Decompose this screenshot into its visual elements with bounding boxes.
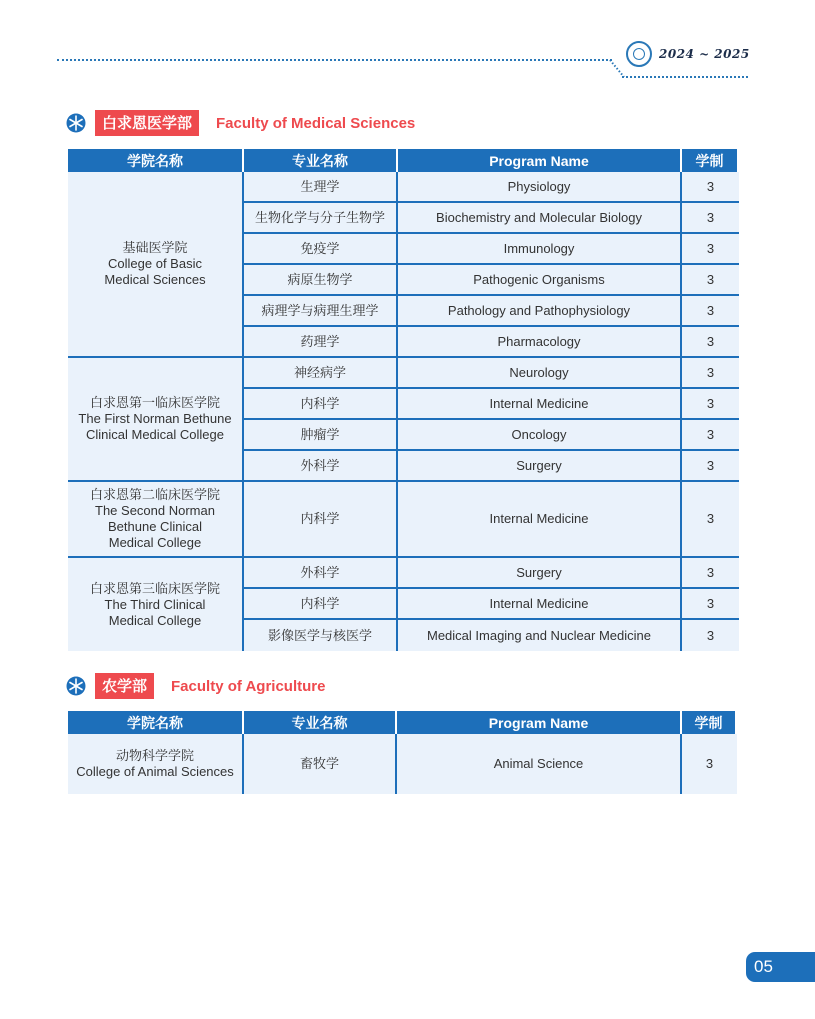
column-header-major: 专业名称 — [244, 149, 398, 172]
program-cell: Pathogenic Organisms — [398, 265, 682, 296]
header-dotted-line-right — [622, 76, 748, 78]
university-seal-icon — [626, 41, 652, 67]
years-cell: 3 — [682, 558, 739, 589]
major-cell: 免疫学 — [244, 234, 398, 265]
program-cell: Pharmacology — [398, 327, 682, 358]
college-cell — [68, 172, 244, 358]
college-name-en: College of Animal Sciences — [76, 764, 234, 779]
major-cell: 外科学 — [244, 558, 398, 589]
academic-year: 2024 ~ 2025 — [659, 47, 750, 61]
header-dotted-line — [57, 59, 612, 61]
years-cell: 3 — [682, 327, 739, 358]
major-cell: 生物化学与分子生物学 — [244, 203, 398, 234]
program-cell: Internal Medicine — [398, 389, 682, 420]
years-cell: 3 — [682, 420, 739, 451]
agriculture-programs-table — [68, 711, 737, 794]
college-name-en: Medical College — [108, 535, 202, 550]
college-name-cn: 基础医学院 — [122, 240, 188, 255]
program-cell: Physiology — [398, 172, 682, 203]
college-name-cn: 白求恩第一临床医学院 — [89, 395, 220, 410]
college-name-en: Medical Sciences — [104, 272, 206, 287]
years-cell: 3 — [682, 172, 739, 203]
college-name-en: Medical College — [108, 612, 202, 628]
column-header-years: 学制 — [682, 711, 737, 734]
major-cell: 神经病学 — [244, 358, 398, 389]
column-header-years: 学制 — [682, 149, 739, 172]
column-header-college: 学院名称 — [68, 711, 244, 734]
years-cell: 3 — [682, 482, 739, 558]
major-cell: 药理学 — [244, 327, 398, 358]
major-cell: 生理学 — [244, 172, 398, 203]
major-cell: 肿瘤学 — [244, 420, 398, 451]
college-name-cn: 白求恩第三临床医学院 — [89, 580, 220, 596]
college-name-en: The Second Norman — [95, 503, 215, 518]
years-cell: 3 — [682, 234, 739, 265]
section-title-agriculture — [66, 672, 325, 700]
program-cell: Surgery — [398, 558, 682, 589]
program-cell: Animal Science — [397, 734, 682, 794]
major-cell: 内科学 — [244, 389, 398, 420]
program-cell: Neurology — [398, 358, 682, 389]
program-cell: Internal Medicine — [398, 482, 682, 558]
college-name-en: The Third Clinical — [104, 596, 206, 612]
college-cell — [68, 734, 244, 794]
section-title-en: Faculty of Medical Sciences — [216, 114, 416, 132]
program-cell: Medical Imaging and Nuclear Medicine — [398, 620, 682, 651]
college-name-en: Clinical Medical College — [85, 427, 224, 442]
major-cell: 畜牧学 — [244, 734, 397, 794]
years-cell: 3 — [682, 734, 737, 794]
years-cell: 3 — [682, 589, 739, 620]
program-cell: Biochemistry and Molecular Biology — [398, 203, 682, 234]
program-cell: Surgery — [398, 451, 682, 482]
section-title-medical — [66, 109, 415, 137]
college-cell — [68, 558, 244, 651]
medical-programs-table — [68, 149, 739, 651]
column-header-major: 专业名称 — [244, 711, 397, 734]
column-header-program: Program Name — [397, 711, 682, 734]
years-cell: 3 — [682, 620, 739, 651]
college-name-cn: 动物科学学院 — [115, 748, 194, 763]
college-name-cn: 白求恩第二临床医学院 — [89, 487, 220, 502]
section-title-en: Faculty of Agriculture — [171, 677, 326, 695]
major-cell: 内科学 — [244, 482, 398, 558]
college-cell — [68, 482, 244, 558]
section-title-cn: 农学部 — [95, 673, 154, 699]
program-cell: Oncology — [398, 420, 682, 451]
college-name-en: College of Basic — [108, 256, 202, 271]
section-title-cn: 白求恩医学部 — [95, 110, 199, 136]
program-cell: Internal Medicine — [398, 589, 682, 620]
snowflake-icon — [66, 113, 86, 133]
years-cell: 3 — [682, 296, 739, 327]
page-number: 05 — [746, 952, 815, 982]
major-cell: 影像医学与核医学 — [244, 620, 398, 651]
years-cell: 3 — [682, 451, 739, 482]
column-header-program: Program Name — [398, 149, 682, 172]
years-cell: 3 — [682, 358, 739, 389]
major-cell: 病理学与病理生理学 — [244, 296, 398, 327]
snowflake-icon — [66, 676, 86, 696]
program-cell: Pathology and Pathophysiology — [398, 296, 682, 327]
college-name-en: The First Norman Bethune — [78, 411, 232, 426]
column-header-college: 学院名称 — [68, 149, 244, 172]
years-cell: 3 — [682, 389, 739, 420]
major-cell: 病原生物学 — [244, 265, 398, 296]
years-cell: 3 — [682, 203, 739, 234]
college-name-en: Bethune Clinical — [108, 519, 202, 534]
years-cell: 3 — [682, 265, 739, 296]
major-cell: 内科学 — [244, 589, 398, 620]
major-cell: 外科学 — [244, 451, 398, 482]
program-cell: Immunology — [398, 234, 682, 265]
college-cell — [68, 358, 244, 482]
